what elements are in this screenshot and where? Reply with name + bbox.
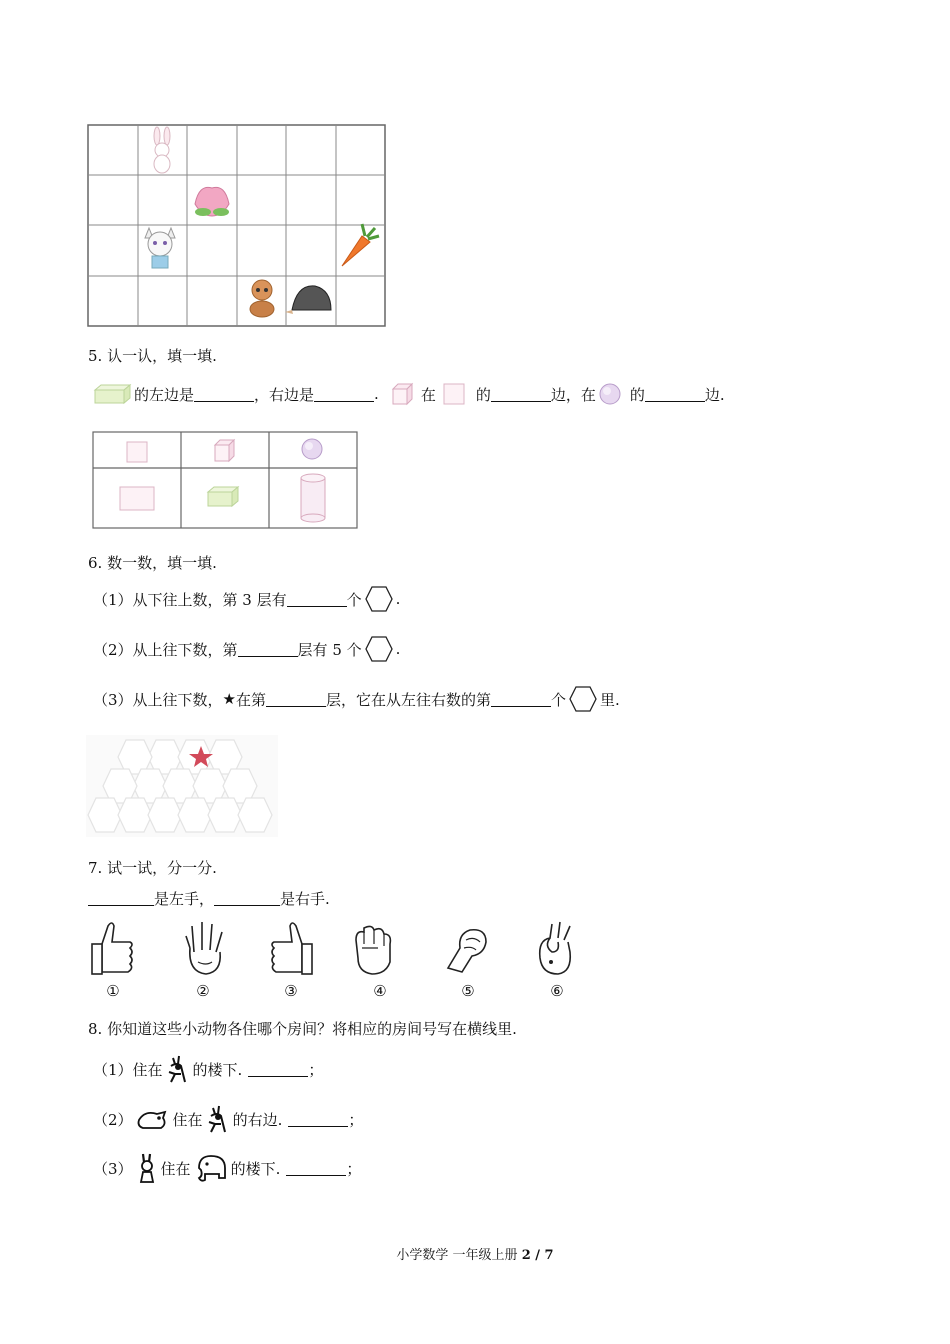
hand-label-3: ③: [284, 982, 298, 1000]
open-palm-hand-icon: [180, 918, 230, 978]
deer-icon: [205, 1104, 231, 1134]
q7-answer-blank-left[interactable]: [88, 891, 154, 906]
q5-text-5: 的: [475, 385, 491, 404]
question-8-part-1: [93, 1054, 323, 1084]
rabbit-icon: [135, 1152, 159, 1184]
question-5-sentence: [90, 382, 725, 406]
q8-s2-answer-blank[interactable]: [288, 1112, 348, 1127]
peach-icon: [195, 187, 229, 216]
fist-hand-icon: [348, 918, 398, 978]
q8-s2-text-c: 的右边.: [232, 1110, 283, 1129]
hexagon-pyramid-figure: [86, 735, 278, 837]
q8-s1-text-b: 的楼下.: [192, 1060, 243, 1079]
carrot-icon: [342, 224, 379, 266]
q8-s1-text-a: （1）住在: [93, 1060, 163, 1079]
pointing-hand-icon: [442, 918, 492, 978]
elephant-icon: [193, 1152, 229, 1184]
q7-text-a: 是左手，: [154, 890, 215, 908]
q6-s1-text-a: （1）从下往上数，第 3 层有: [93, 590, 287, 609]
cuboid-icon: [92, 383, 132, 405]
q8-s2-text-d: ；: [348, 1110, 364, 1129]
hexagon-icon: [568, 684, 598, 714]
cat-icon: [145, 228, 175, 268]
q6-s3-answer-blank-1[interactable]: [266, 692, 326, 707]
q6-s3-text-d: 个: [551, 690, 567, 709]
hedgehog-icon: [285, 286, 331, 314]
q6-s3-answer-blank-2[interactable]: [491, 692, 551, 707]
q5-text-6: 边，在: [550, 385, 596, 404]
rectangle-shape: [120, 487, 154, 510]
hand-label-1: ①: [106, 982, 120, 1000]
cuboid-shape: [208, 487, 238, 506]
q5-answer-blank-1[interactable]: [194, 387, 254, 402]
question-6-part-1: [93, 584, 400, 614]
question-8-part-3: [93, 1152, 361, 1184]
q8-s1-text-c: ；: [308, 1060, 324, 1079]
question-7-title: 7. 试一试，分一分.: [88, 859, 217, 877]
cube-shape: [215, 440, 234, 461]
q5-answer-blank-4[interactable]: [645, 387, 705, 402]
q8-s1-answer-blank[interactable]: [248, 1062, 308, 1077]
cube-icon: [389, 382, 415, 406]
hexagon-icon: [364, 584, 394, 614]
q6-s2-text-c: .: [395, 640, 401, 658]
q8-s3-text-a: （3）: [93, 1159, 133, 1178]
question-5-title: 5. 认一认，填一填.: [88, 347, 217, 365]
q8-s3-text-c: 的楼下.: [230, 1159, 281, 1178]
shapes-table-figure: [91, 430, 359, 530]
q8-s3-answer-blank[interactable]: [286, 1161, 346, 1176]
cylinder-shape: [301, 474, 325, 522]
q7-text-b: 是右手.: [280, 890, 330, 908]
hand-label-5: ⑤: [461, 982, 475, 1000]
q6-s1-text-c: .: [395, 590, 401, 608]
q5-text-7: 的: [629, 385, 645, 404]
q8-s2-text-b: 住在: [172, 1110, 203, 1129]
ok-gesture-hand-icon: [530, 918, 580, 978]
star-icon: ★: [222, 690, 236, 708]
q8-s3-text-b: 住在: [160, 1159, 191, 1178]
q7-answer-blank-right[interactable]: [214, 891, 280, 906]
sphere-icon: [598, 382, 622, 406]
q6-s3-text-e: 里.: [600, 690, 620, 709]
animal-grid-figure: [87, 124, 387, 328]
q6-s3-text-c: 层，它在从左往右数的第: [326, 690, 492, 709]
q5-text-8: 边.: [704, 385, 725, 404]
q6-s1-answer-blank[interactable]: [287, 592, 347, 607]
question-7-sentence: [88, 888, 330, 909]
square-shape: [127, 442, 147, 462]
hand-label-6: ⑥: [550, 982, 564, 1000]
squirrel-icon: [135, 1106, 171, 1132]
hand-label-4: ④: [373, 982, 387, 1000]
q5-text-3: .: [374, 385, 379, 403]
q6-s2-text-a: （2）从上往下数，第: [93, 640, 238, 659]
q5-answer-blank-3[interactable]: [491, 387, 551, 402]
sphere-shape: [302, 439, 322, 459]
q5-answer-blank-2[interactable]: [314, 387, 374, 402]
thumbs-up-hand-icon: [88, 918, 138, 978]
q5-text-1: 的左边是: [134, 385, 195, 404]
q5-text-4: 在: [420, 385, 436, 404]
question-8-part-2: [93, 1104, 363, 1134]
hexagon-icon: [364, 634, 394, 664]
thumbs-up-hand-icon: [266, 918, 316, 978]
footer-subject: 小学数学 一年级上册: [396, 1248, 522, 1263]
question-8-title: 8. 你知道这些小动物各住哪个房间？将相应的房间号写在横线里.: [88, 1020, 517, 1038]
question-6-title: 6. 数一数，填一填.: [88, 554, 217, 572]
q6-s3-text-b: 在第: [236, 690, 267, 709]
q8-s2-text-a: （2）: [93, 1110, 133, 1129]
footer-page-number: 2 / 7: [521, 1248, 554, 1263]
square-icon: [442, 382, 466, 406]
deer-icon: [165, 1054, 191, 1084]
q8-s3-text-d: ；: [346, 1159, 362, 1178]
q5-text-2: ，右边是: [254, 385, 315, 404]
q6-s3-text-a: （3）从上往下数，: [93, 690, 223, 709]
page-footer: [0, 1244, 950, 1263]
q6-s1-text-b: 个: [346, 590, 362, 609]
rabbit-icon: [154, 127, 170, 173]
q6-s2-answer-blank[interactable]: [238, 642, 298, 657]
q6-s2-text-b: 层有 5 个: [297, 640, 362, 659]
question-6-part-3: [93, 684, 620, 714]
monkey-icon: [250, 280, 274, 317]
question-6-part-2: [93, 634, 400, 664]
hand-label-2: ②: [196, 982, 210, 1000]
